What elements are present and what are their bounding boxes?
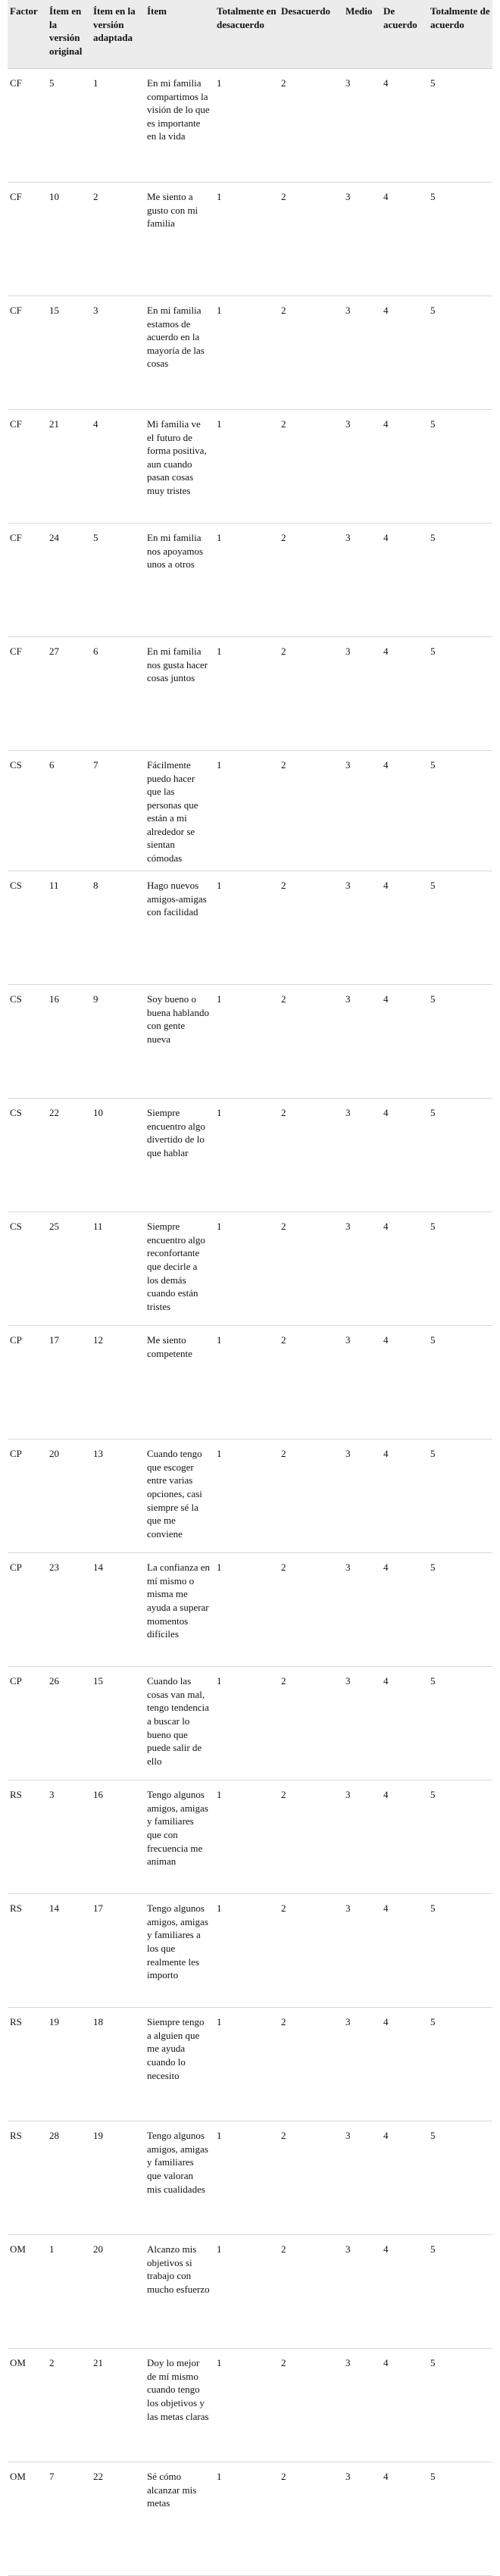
score-3-cell: 3 bbox=[343, 1212, 381, 1326]
factor-cell: OM bbox=[8, 2349, 47, 2462]
score-3-cell: 3 bbox=[343, 871, 381, 985]
score-4-cell: 4 bbox=[381, 2121, 428, 2235]
score-1-cell: 1 bbox=[214, 871, 279, 985]
adapted-item-cell: 17 bbox=[91, 1894, 145, 2008]
original-item-cell: 26 bbox=[47, 1667, 91, 1780]
item-text-cell: Tengo algunos amigos, amigas y familiares a los que realmente les importo bbox=[145, 1894, 214, 2008]
score-5-cell: 5 bbox=[428, 985, 492, 1099]
score-4-cell: 4 bbox=[381, 183, 428, 296]
score-1-cell: 1 bbox=[214, 1212, 279, 1326]
header-item: Ítem bbox=[145, 0, 214, 69]
score-4-cell: 4 bbox=[381, 524, 428, 637]
adapted-item-cell: 13 bbox=[91, 1440, 145, 1553]
table-row bbox=[8, 1212, 492, 1326]
score-5-cell: 5 bbox=[428, 2235, 492, 2349]
item-text-cell: Cuando las cosas van mal, tengo tendencia a buscar lo bueno que puede salir de ello bbox=[145, 1667, 214, 1780]
adapted-item-cell: 9 bbox=[91, 985, 145, 1099]
original-item-cell: 14 bbox=[47, 1894, 91, 2008]
score-3-cell: 3 bbox=[343, 1099, 381, 1212]
original-item-cell: 11 bbox=[47, 871, 91, 985]
score-2-cell: 2 bbox=[279, 1440, 343, 1553]
table-row bbox=[8, 2008, 492, 2121]
score-5-cell: 5 bbox=[428, 410, 492, 524]
item-text-cell: Siempre tengo a alguien que me ayuda cuando lo necesito bbox=[145, 2008, 214, 2121]
score-4-cell: 4 bbox=[381, 1667, 428, 1780]
original-item-cell: 15 bbox=[47, 296, 91, 410]
score-4-cell: 4 bbox=[381, 296, 428, 410]
table-row bbox=[8, 410, 492, 524]
score-1-cell: 1 bbox=[214, 183, 279, 296]
score-1-cell: 1 bbox=[214, 2008, 279, 2121]
original-item-cell: 20 bbox=[47, 1440, 91, 1553]
score-5-cell: 5 bbox=[428, 1780, 492, 1894]
score-3-cell: 3 bbox=[343, 2121, 381, 2235]
score-1-cell: 1 bbox=[214, 1894, 279, 2008]
original-item-cell: 27 bbox=[47, 637, 91, 751]
score-4-cell: 4 bbox=[381, 1212, 428, 1326]
score-5-cell: 5 bbox=[428, 1667, 492, 1780]
score-3-cell: 3 bbox=[343, 985, 381, 1099]
table-row bbox=[8, 1099, 492, 1212]
resilience-items-table bbox=[8, 0, 492, 2576]
score-1-cell: 1 bbox=[214, 2349, 279, 2462]
score-3-cell: 3 bbox=[343, 524, 381, 637]
score-1-cell: 1 bbox=[214, 1667, 279, 1780]
score-2-cell: 2 bbox=[279, 1099, 343, 1212]
original-item-cell: 10 bbox=[47, 183, 91, 296]
table-row bbox=[8, 2349, 492, 2462]
score-5-cell: 5 bbox=[428, 2462, 492, 2576]
original-item-cell: 23 bbox=[47, 1553, 91, 1667]
factor-cell: CS bbox=[8, 871, 47, 985]
score-4-cell: 4 bbox=[381, 751, 428, 871]
factor-cell: CP bbox=[8, 1326, 47, 1440]
adapted-item-cell: 19 bbox=[91, 2121, 145, 2235]
table-row bbox=[8, 183, 492, 296]
adapted-item-cell: 3 bbox=[91, 296, 145, 410]
table-row bbox=[8, 1553, 492, 1667]
score-3-cell: 3 bbox=[343, 183, 381, 296]
score-4-cell: 4 bbox=[381, 410, 428, 524]
score-2-cell: 2 bbox=[279, 296, 343, 410]
adapted-item-cell: 15 bbox=[91, 1667, 145, 1780]
score-2-cell: 2 bbox=[279, 1667, 343, 1780]
adapted-item-cell: 6 bbox=[91, 637, 145, 751]
score-4-cell: 4 bbox=[381, 1440, 428, 1553]
item-text-cell: En mi familia compartimos la visión de lo que es importante en la vida bbox=[145, 69, 214, 183]
score-4-cell: 4 bbox=[381, 69, 428, 183]
score-3-cell: 3 bbox=[343, 2462, 381, 2576]
table-row bbox=[8, 637, 492, 751]
score-3-cell: 3 bbox=[343, 296, 381, 410]
item-text-cell: Me siento competente bbox=[145, 1326, 214, 1440]
adapted-item-cell: 18 bbox=[91, 2008, 145, 2121]
original-item-cell: 28 bbox=[47, 2121, 91, 2235]
original-item-cell: 22 bbox=[47, 1099, 91, 1212]
score-1-cell: 1 bbox=[214, 1440, 279, 1553]
table-row bbox=[8, 296, 492, 410]
score-1-cell: 1 bbox=[214, 2235, 279, 2349]
item-text-cell: En mi familia nos gusta hacer cosas juntos bbox=[145, 637, 214, 751]
table-row bbox=[8, 2121, 492, 2235]
score-4-cell: 4 bbox=[381, 1894, 428, 2008]
item-text-cell: Sé cómo alcanzar mis metas bbox=[145, 2462, 214, 2576]
factor-cell: RS bbox=[8, 1894, 47, 2008]
score-1-cell: 1 bbox=[214, 1553, 279, 1667]
score-4-cell: 4 bbox=[381, 2462, 428, 2576]
original-item-cell: 5 bbox=[47, 69, 91, 183]
score-3-cell: 3 bbox=[343, 69, 381, 183]
score-5-cell: 5 bbox=[428, 637, 492, 751]
original-item-cell: 6 bbox=[47, 751, 91, 871]
score-2-cell: 2 bbox=[279, 1326, 343, 1440]
adapted-item-cell: 20 bbox=[91, 2235, 145, 2349]
score-3-cell: 3 bbox=[343, 751, 381, 871]
score-3-cell: 3 bbox=[343, 1780, 381, 1894]
score-5-cell: 5 bbox=[428, 2008, 492, 2121]
factor-cell: CP bbox=[8, 1667, 47, 1780]
score-5-cell: 5 bbox=[428, 1894, 492, 2008]
score-5-cell: 5 bbox=[428, 1553, 492, 1667]
table-row bbox=[8, 2235, 492, 2349]
score-1-cell: 1 bbox=[214, 524, 279, 637]
score-5-cell: 5 bbox=[428, 183, 492, 296]
item-text-cell: Tengo algunos amigos, amigas y familiares que valoran mis cualidades bbox=[145, 2121, 214, 2235]
score-2-cell: 2 bbox=[279, 1894, 343, 2008]
header-adapted-item: Ítem en la versión adaptada bbox=[91, 0, 145, 69]
header-strongly-agree: Totalmente de acuerdo bbox=[428, 0, 492, 69]
score-2-cell: 2 bbox=[279, 2121, 343, 2235]
factor-cell: RS bbox=[8, 1780, 47, 1894]
table-row bbox=[8, 1780, 492, 1894]
original-item-cell: 24 bbox=[47, 524, 91, 637]
score-4-cell: 4 bbox=[381, 2349, 428, 2462]
score-4-cell: 4 bbox=[381, 637, 428, 751]
score-5-cell: 5 bbox=[428, 524, 492, 637]
score-4-cell: 4 bbox=[381, 2008, 428, 2121]
score-1-cell: 1 bbox=[214, 985, 279, 1099]
table-row bbox=[8, 69, 492, 183]
score-2-cell: 2 bbox=[279, 751, 343, 871]
table-row bbox=[8, 1326, 492, 1440]
table-row bbox=[8, 1440, 492, 1553]
factor-cell: OM bbox=[8, 2462, 47, 2576]
table-row bbox=[8, 1667, 492, 1780]
original-item-cell: 3 bbox=[47, 1780, 91, 1894]
score-1-cell: 1 bbox=[214, 1326, 279, 1440]
score-1-cell: 1 bbox=[214, 751, 279, 871]
item-text-cell: Alcanzo mis objetivos si trabajo con mucho esfuerzo bbox=[145, 2235, 214, 2349]
adapted-item-cell: 7 bbox=[91, 751, 145, 871]
header-strongly-disagree: Totalmente en desacuerdo bbox=[214, 0, 279, 69]
header-neutral: Medio bbox=[343, 0, 381, 69]
score-1-cell: 1 bbox=[214, 1099, 279, 1212]
score-5-cell: 5 bbox=[428, 751, 492, 871]
score-5-cell: 5 bbox=[428, 871, 492, 985]
adapted-item-cell: 12 bbox=[91, 1326, 145, 1440]
score-2-cell: 2 bbox=[279, 524, 343, 637]
score-3-cell: 3 bbox=[343, 2349, 381, 2462]
score-4-cell: 4 bbox=[381, 871, 428, 985]
adapted-item-cell: 4 bbox=[91, 410, 145, 524]
item-text-cell: En mi familia estamos de acuerdo en la mayoría de las cosas bbox=[145, 296, 214, 410]
adapted-item-cell: 22 bbox=[91, 2462, 145, 2576]
score-5-cell: 5 bbox=[428, 1326, 492, 1440]
factor-cell: CF bbox=[8, 410, 47, 524]
factor-cell: RS bbox=[8, 2121, 47, 2235]
score-1-cell: 1 bbox=[214, 2462, 279, 2576]
factor-cell: CF bbox=[8, 183, 47, 296]
item-text-cell: Tengo algunos amigos, amigas y familiares que con frecuencia me animan bbox=[145, 1780, 214, 1894]
original-item-cell: 19 bbox=[47, 2008, 91, 2121]
adapted-item-cell: 21 bbox=[91, 2349, 145, 2462]
header-factor: Factor bbox=[8, 0, 47, 69]
item-text-cell: Siempre encuentro algo divertido de lo que hablar bbox=[145, 1099, 214, 1212]
score-2-cell: 2 bbox=[279, 1553, 343, 1667]
score-2-cell: 2 bbox=[279, 637, 343, 751]
score-1-cell: 1 bbox=[214, 296, 279, 410]
item-text-cell: Hago nuevos amigos-amigas con facilidad bbox=[145, 871, 214, 985]
score-4-cell: 4 bbox=[381, 985, 428, 1099]
score-2-cell: 2 bbox=[279, 2349, 343, 2462]
original-item-cell: 7 bbox=[47, 2462, 91, 2576]
factor-cell: CF bbox=[8, 524, 47, 637]
table-row bbox=[8, 1894, 492, 2008]
score-2-cell: 2 bbox=[279, 985, 343, 1099]
score-5-cell: 5 bbox=[428, 296, 492, 410]
adapted-item-cell: 10 bbox=[91, 1099, 145, 1212]
original-item-cell: 25 bbox=[47, 1212, 91, 1326]
original-item-cell: 1 bbox=[47, 2235, 91, 2349]
factor-cell: CF bbox=[8, 637, 47, 751]
factor-cell: CF bbox=[8, 296, 47, 410]
score-5-cell: 5 bbox=[428, 2349, 492, 2462]
score-3-cell: 3 bbox=[343, 1440, 381, 1553]
factor-cell: CS bbox=[8, 1099, 47, 1212]
item-text-cell: Me siento a gusto con mi familia bbox=[145, 183, 214, 296]
factor-cell: CS bbox=[8, 751, 47, 871]
item-text-cell: Cuando tengo que escoger entre varias opciones, casi siempre sé la que me conviene bbox=[145, 1440, 214, 1553]
score-2-cell: 2 bbox=[279, 2008, 343, 2121]
table-row bbox=[8, 524, 492, 637]
score-5-cell: 5 bbox=[428, 1440, 492, 1553]
item-text-cell: Soy bueno o buena hablando con gente nueva bbox=[145, 985, 214, 1099]
table-header bbox=[8, 0, 492, 69]
score-4-cell: 4 bbox=[381, 1326, 428, 1440]
adapted-item-cell: 5 bbox=[91, 524, 145, 637]
score-4-cell: 4 bbox=[381, 1099, 428, 1212]
score-2-cell: 2 bbox=[279, 2235, 343, 2349]
factor-cell: OM bbox=[8, 2235, 47, 2349]
score-3-cell: 3 bbox=[343, 1667, 381, 1780]
score-3-cell: 3 bbox=[343, 1553, 381, 1667]
score-1-cell: 1 bbox=[214, 1780, 279, 1894]
score-4-cell: 4 bbox=[381, 1553, 428, 1667]
adapted-item-cell: 11 bbox=[91, 1212, 145, 1326]
header-row bbox=[8, 0, 492, 69]
header-agree: De acuerdo bbox=[381, 0, 428, 69]
score-3-cell: 3 bbox=[343, 2008, 381, 2121]
score-2-cell: 2 bbox=[279, 2462, 343, 2576]
factor-cell: CS bbox=[8, 1212, 47, 1326]
score-2-cell: 2 bbox=[279, 1212, 343, 1326]
original-item-cell: 21 bbox=[47, 410, 91, 524]
item-text-cell: Mi familia ve el futuro de forma positiva, aun cuando pasan cosas muy tristes bbox=[145, 410, 214, 524]
table-body bbox=[8, 69, 492, 2576]
item-text-cell: Doy lo mejor de mí mismo cuando tengo los objetivos y las metas claras bbox=[145, 2349, 214, 2462]
score-2-cell: 2 bbox=[279, 183, 343, 296]
table-row bbox=[8, 871, 492, 985]
item-text-cell: Fácilmente puedo hacer que las personas que están a mi alrededor se sientan cómodas bbox=[145, 751, 214, 871]
score-3-cell: 3 bbox=[343, 1894, 381, 2008]
score-2-cell: 2 bbox=[279, 69, 343, 183]
score-1-cell: 1 bbox=[214, 69, 279, 183]
score-2-cell: 2 bbox=[279, 410, 343, 524]
factor-cell: CP bbox=[8, 1553, 47, 1667]
score-3-cell: 3 bbox=[343, 410, 381, 524]
score-4-cell: 4 bbox=[381, 1780, 428, 1894]
factor-cell: CF bbox=[8, 69, 47, 183]
original-item-cell: 17 bbox=[47, 1326, 91, 1440]
header-disagree: Desacuerdo bbox=[279, 0, 343, 69]
score-5-cell: 5 bbox=[428, 69, 492, 183]
score-5-cell: 5 bbox=[428, 2121, 492, 2235]
score-1-cell: 1 bbox=[214, 637, 279, 751]
score-1-cell: 1 bbox=[214, 410, 279, 524]
adapted-item-cell: 16 bbox=[91, 1780, 145, 1894]
table-row bbox=[8, 985, 492, 1099]
score-2-cell: 2 bbox=[279, 1780, 343, 1894]
score-4-cell: 4 bbox=[381, 2235, 428, 2349]
table-row bbox=[8, 751, 492, 871]
header-original-item: Ítem en la versión original bbox=[47, 0, 91, 69]
table-row bbox=[8, 2462, 492, 2576]
score-5-cell: 5 bbox=[428, 1099, 492, 1212]
score-3-cell: 3 bbox=[343, 1326, 381, 1440]
original-item-cell: 2 bbox=[47, 2349, 91, 2462]
score-3-cell: 3 bbox=[343, 637, 381, 751]
score-5-cell: 5 bbox=[428, 1212, 492, 1326]
score-2-cell: 2 bbox=[279, 871, 343, 985]
adapted-item-cell: 8 bbox=[91, 871, 145, 985]
factor-cell: CS bbox=[8, 985, 47, 1099]
factor-cell: RS bbox=[8, 2008, 47, 2121]
item-text-cell: En mi familia nos apoyamos unos a otros bbox=[145, 524, 214, 637]
factor-cell: CP bbox=[8, 1440, 47, 1553]
adapted-item-cell: 2 bbox=[91, 183, 145, 296]
adapted-item-cell: 14 bbox=[91, 1553, 145, 1667]
adapted-item-cell: 1 bbox=[91, 69, 145, 183]
score-1-cell: 1 bbox=[214, 2121, 279, 2235]
item-text-cell: Siempre encuentro algo reconfortante que decirle a los demás cuando están tristes bbox=[145, 1212, 214, 1326]
original-item-cell: 16 bbox=[47, 985, 91, 1099]
item-text-cell: La confianza en mí mismo o misma me ayuda a superar momentos difíciles bbox=[145, 1553, 214, 1667]
score-3-cell: 3 bbox=[343, 2235, 381, 2349]
